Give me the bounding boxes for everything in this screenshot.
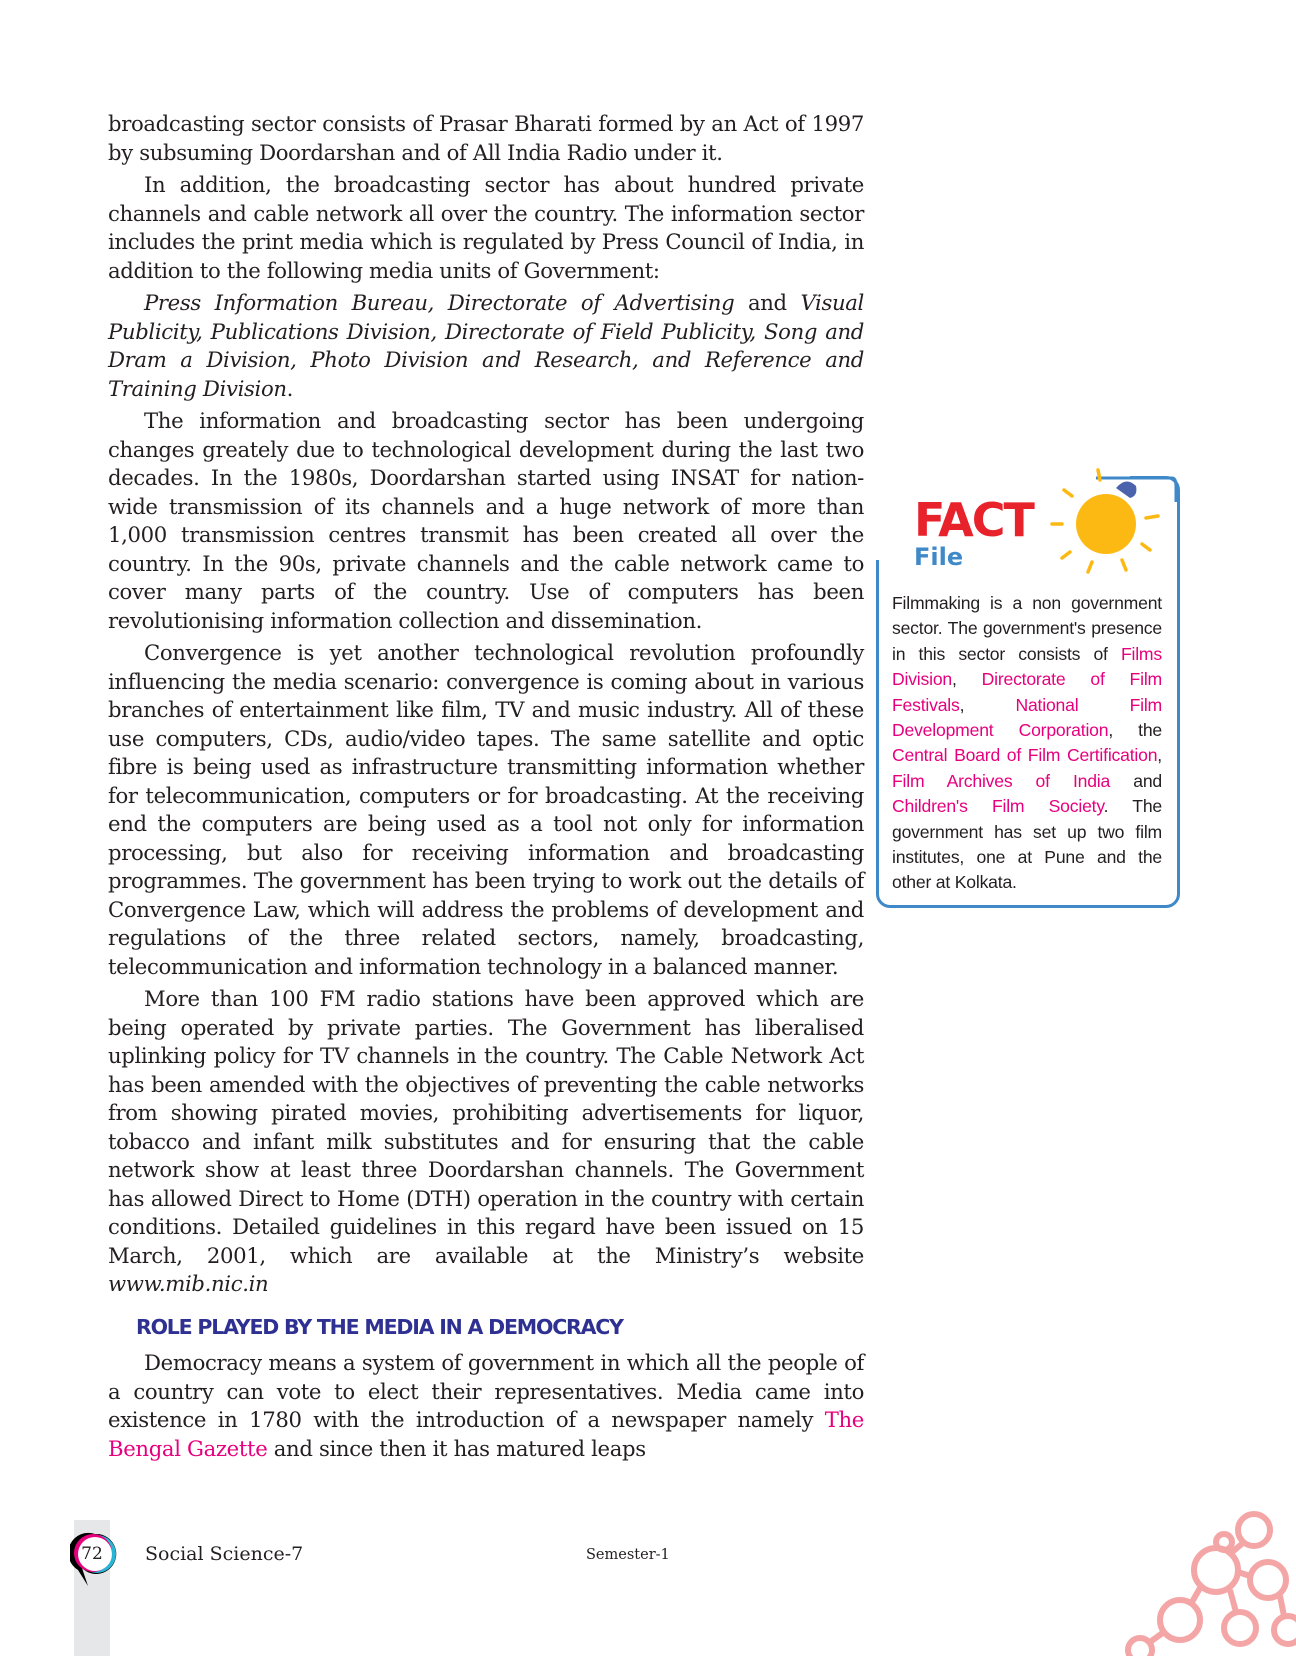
org-nfdc: National Film Development Corporation (892, 694, 1162, 741)
media-units-and: and (734, 290, 801, 315)
media-units-period: . (286, 375, 294, 401)
fact-file-title: FACT (914, 493, 1033, 547)
paragraph-6 (108, 985, 864, 1299)
paragraph-3 (108, 289, 864, 403)
paragraph-1: broadcasting sector consists of Prasar Bharati formed by an Act of 1997 by subsuming Doordarshan and of All India Radio under it. (108, 111, 864, 165)
footer-book-title: Social Science-7 (145, 1543, 304, 1565)
media-units-italic-1: Press Information Bureau, Directorate of Advertising (144, 290, 735, 315)
paragraph-5: Convergence is yet another technological revolution profoundly influencing the media scenario: convergence is coming about in various branches of entertainment like film, TV and music industry. All of these use computers, CDs, audio/video tapes. The same satellite and optic fibre is being used as infrastructure transmitting information whether for telecommunication, computers or for broadcasting. At the receiving end the computers are being used as a tool not only for information processing, but also for receiving information and broadcasting programmes. The government has been trying to work out the details of Convergence Law, which will address the problems of development and regulations of the three related sectors, namely, broadcasting, telecommunication and information technology in a balanced manner. (108, 640, 864, 979)
ministry-website-url: www.mib.nic.in (108, 1271, 269, 1296)
paragraph-6-text: More than 100 FM radio stations have been approved which are being operated by private parties. The Government has liberalised uplinking policy for TV channels in the country. The Cable Network Act has been amended with the objectives of preventing the cable networks from showing pirated movies, prohibiting advertisements for liquor, tobacco and infant milk substitutes and for ensuring that the cable network show at least three Doordarshan channels. The Government has allowed Direct to Home (DTH) operation in the country with certain conditions. Detailed guidelines in this regard have been issued on 15 March, 2001, which are available at the Ministry’s website (108, 986, 864, 1268)
fact-sep-4: , (1157, 745, 1162, 766)
footer-semester: Semester-1 (586, 1547, 670, 1563)
paragraph-4: The information and broadcasting sector has been undergoing changes greately due to technological development during the last two decades. In the 1980s, Doordarshan started using INSAT for nation-wide transmission of its channels and a huge network of more than 1,000 transmission centres transmit has been created all over the country. In the 90s, private channels and the cable network came to cover many parts of the country. Use of computers has been revolutionising information collection and dissemination. (108, 408, 864, 633)
org-film-archives: Film Archives of India (892, 770, 1111, 791)
org-childrens-film-society: Children's Film Society (892, 796, 1104, 817)
paragraph-7-text-b: and since then it has matured leaps (267, 1435, 646, 1461)
fact-sep-2: , (959, 694, 1016, 715)
fact-file-text (892, 591, 1162, 896)
main-text-column (108, 110, 864, 1467)
fact-sep-1: , (952, 669, 982, 690)
section-heading: ROLE PLAYED BY THE MEDIA IN A DEMOCRACY (136, 1314, 623, 1339)
paragraph-7-text-a: Democracy means a system of government in which all the people of a country can vote to elect their representatives. Media came into existence in 1780 with the introduction of a newspaper namely (108, 1350, 864, 1432)
fact-file-subtitle: File (914, 543, 964, 571)
fact-text-intro: Filmmaking is a non government sector. The government's presence in this sector consists of (892, 593, 1162, 664)
sun-icon (1040, 462, 1180, 582)
fact-sep-5: and (1110, 770, 1162, 791)
fact-text-outro: . The government has set up two film institutes, one at Pune and the other at Kolkata. (892, 796, 1162, 893)
page-number: 72 (81, 1544, 103, 1564)
paragraph-7 (108, 1349, 864, 1463)
paragraph-2: In addition, the broadcasting sector has about hundred private channels and cable network all over the country. The information sector includes the print media which is regulated by Press Council of India, in addition to the following media units of Government: (108, 172, 864, 283)
fact-sep-3: , the (1108, 720, 1162, 741)
fact-file-box-gap-left (868, 470, 880, 560)
org-films-division: Films Division (892, 643, 1162, 690)
bengal-gazette-highlight: The Bengal Gazette (108, 1407, 864, 1461)
org-cbfc: Central Board of Film Certification (892, 745, 1158, 766)
molecule-decoration-icon (1120, 1500, 1296, 1656)
org-directorate-film-festivals: Directorate of Film Festivals (892, 669, 1162, 715)
media-units-italic-2: Visual Publicity, Publications Division, Directorate of Field Publicity, Song and Dram a Division, Photo Division and Research, and Reference and Training Division (108, 290, 864, 401)
